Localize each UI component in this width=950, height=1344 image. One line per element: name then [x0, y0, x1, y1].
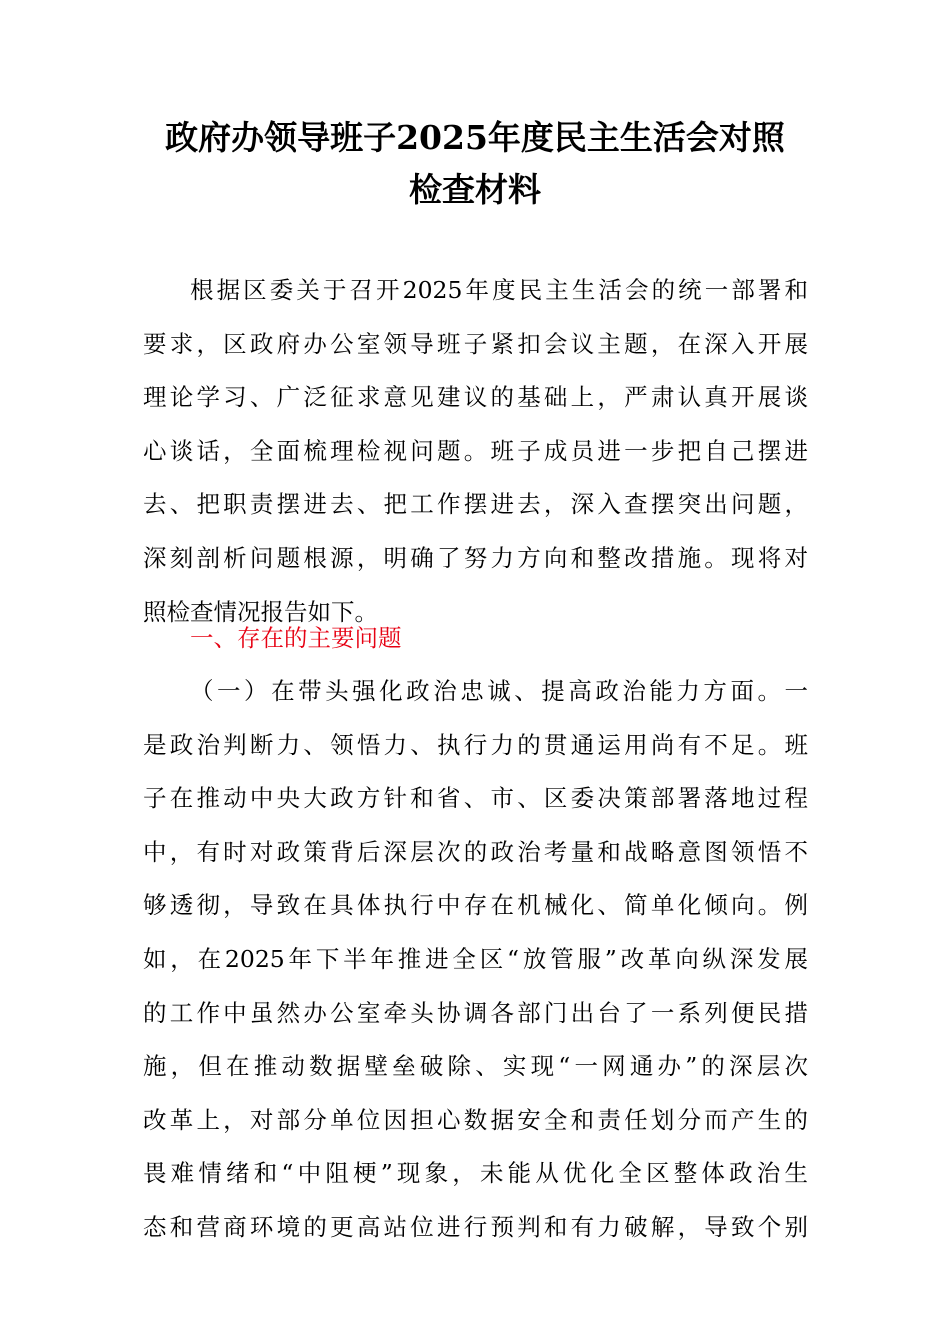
text-line: 理论学习、广泛征求意见建议的基础上，严肃认真开展谈 — [143, 383, 808, 412]
intro-paragraph — [143, 264, 808, 639]
text-line: 态和营商环境的更高站位进行预判和有力破解，导致个别 — [143, 1212, 808, 1241]
text-line: 的工作中虽然办公室牵头协调各部门出台了一系列便民措 — [143, 998, 808, 1027]
text-line: 改革上，对部分单位因担心数据安全和责任划分而产生的 — [143, 1105, 808, 1134]
title-line-2: 检查材料 — [409, 170, 541, 209]
text-line: 心谈话，全面梳理检视问题。班子成员进一步把自己摆进 — [143, 436, 808, 465]
section-heading: 一、存在的主要问题 — [190, 624, 402, 652]
text-line: 如，在2025年下半年推进全区“放管服”改革向纵深发展 — [143, 944, 808, 973]
text-line: （一）在带头强化政治忠诚、提高政治能力方面。一 — [190, 677, 808, 705]
text-line: 去、把职责摆进去、把工作摆进去，深入查摆突出问题， — [143, 490, 808, 519]
text-line: 深刻剖析问题根源，明确了努力方向和整改措施。现将对 — [143, 543, 808, 572]
section-paragraph — [143, 665, 808, 1255]
text-line: 中，有时对政策背后深层次的政治考量和战略意图领悟不 — [143, 837, 808, 866]
text-line: 够透彻，导致在具体执行中存在机械化、简单化倾向。例 — [143, 891, 808, 920]
title-line-1: 政府办领导班子2025年度民主生活会对照 — [165, 118, 785, 157]
text-line: 施，但在推动数据壁垒破除、实现“一网通办”的深层次 — [143, 1052, 808, 1081]
text-line: 要求，区政府办公室领导班子紧扣会议主题，在深入开展 — [143, 329, 808, 358]
text-line: 畏难情绪和“中阻梗”现象，未能从优化全区整体政治生 — [143, 1159, 808, 1188]
text-line: 子在推动中央大政方针和省、市、区委决策部署落地过程 — [143, 784, 808, 813]
text-line: 照检查情况报告如下。 — [143, 597, 378, 626]
document-title — [120, 112, 830, 216]
text-line: 根据区委关于召开2025年度民主生活会的统一部署和 — [190, 276, 808, 304]
text-line: 是政治判断力、领悟力、执行力的贯通运用尚有不足。班 — [143, 730, 808, 759]
